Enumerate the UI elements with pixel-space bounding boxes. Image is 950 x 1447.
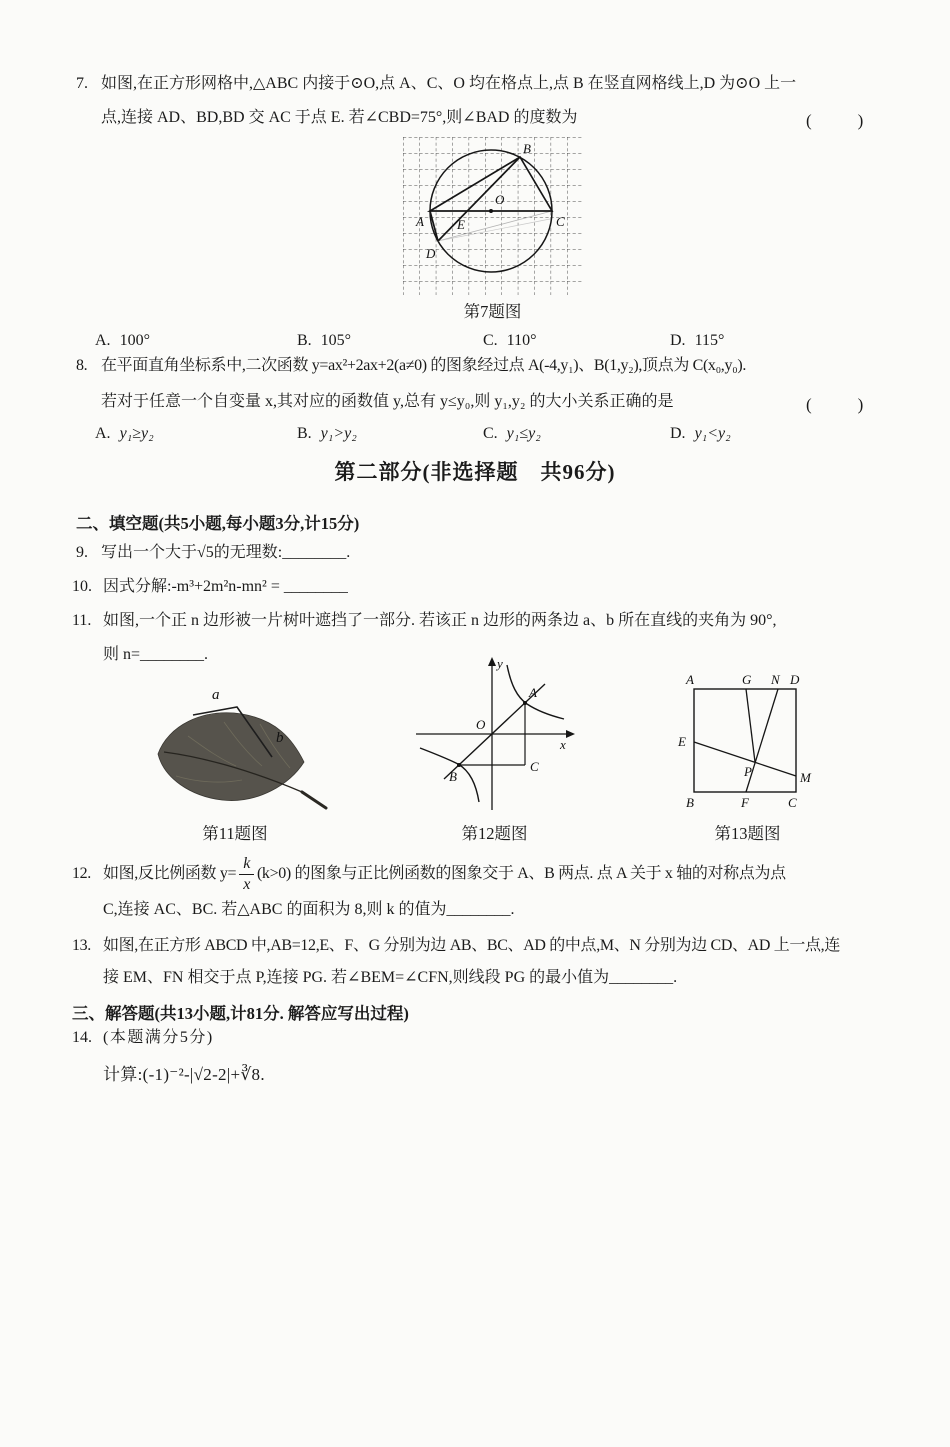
fig7-label-a: A: [416, 214, 424, 229]
x-axis-arrow: [566, 730, 575, 738]
figure-q12-graph: [412, 652, 577, 816]
leaf-body: [158, 713, 304, 801]
q8-option-d-label: D.: [670, 425, 686, 442]
question-13-number: 13.: [72, 937, 91, 954]
question-11-number: 11.: [72, 612, 92, 629]
question-12-text-post: (k>0) 的图象与正比例函数的图象交于 A、B 两点. 点 A 关于 x 轴的对称点为点: [256, 865, 786, 883]
q8-option-c-value: y₁≤y₂: [506, 425, 541, 442]
question-12-number: 12.: [72, 865, 91, 883]
fig11-label-b: b: [276, 730, 284, 746]
fig12-label-c: C: [530, 759, 539, 774]
point-a-dot: [523, 701, 527, 705]
fig11-label-a: a: [212, 687, 220, 703]
question-8-answer-bracket: ( ): [806, 395, 868, 414]
fig7-label-e: E: [457, 217, 465, 232]
fig12-caption: 第12题图: [461, 824, 528, 843]
q7-option-a-value: 100°: [119, 332, 150, 349]
q7-option-b: [297, 331, 351, 351]
fig7-caption: 第7题图: [463, 302, 522, 321]
q8-option-c: [483, 424, 541, 444]
question-9: [76, 543, 350, 563]
question-14-number: 14.: [72, 1029, 92, 1046]
q7-option-d: [670, 331, 724, 351]
figure-q13-square: [674, 664, 819, 814]
fig13-label-c: C: [788, 795, 797, 810]
q8-option-d-value: y₁<y₂: [694, 425, 731, 442]
fig12-label-y: y: [497, 656, 503, 671]
question-11-line-2: 则 n=________.: [103, 646, 209, 663]
center-dot-o: [489, 209, 493, 213]
fig11-caption: 第11题图: [202, 824, 268, 843]
question-7-answer-bracket: ( ): [806, 111, 868, 130]
question-10-text: 因式分解:-m³+2m²n-mn² = ________: [103, 578, 348, 595]
q7-option-b-label: B.: [297, 332, 312, 349]
fig13-label-n: N: [771, 672, 780, 687]
question-12-line-2: C,连接 AC、BC. 若△ABC 的面积为 8,则 k 的值为________.: [103, 901, 515, 918]
fig12-label-a: A: [529, 685, 537, 700]
fig7-label-o: O: [495, 192, 505, 207]
fraction-numerator: k: [239, 856, 254, 875]
fig12-label-o: O: [476, 717, 486, 732]
q8-option-d: [670, 424, 731, 444]
question-14-formula: 计算:(-1)⁻²-|√2-2|+∛8.: [103, 1065, 265, 1084]
question-14-header: [72, 1028, 214, 1048]
question-7-text-1: 如图,在正方形网格中,△ABC 内接于⊙O,点 A、C、O 均在格点上,点 B 在竖直网格线上,D 为⊙O 上一: [101, 75, 797, 92]
section3-title: 三、解答题(共13小题,计81分. 解答应写出过程): [72, 1004, 409, 1023]
fig13-label-g: G: [742, 672, 752, 687]
q7-option-c-value: 110°: [506, 332, 537, 349]
fig13-label-p: P: [744, 764, 752, 779]
q8-options-row: [0, 424, 950, 448]
question-8-text-1: 在平面直角坐标系中,二次函数 y=ax²+2ax+2(a≠0) 的图象经过点 A(-4,y₁)、B(1,y₂),顶点为 C(x₀,y₀).: [101, 357, 746, 374]
fig7-label-c: C: [556, 214, 565, 229]
q7-option-a-label: A.: [95, 332, 111, 349]
q8-option-b-label: B.: [297, 425, 312, 442]
question-9-number: 9.: [76, 544, 88, 561]
point-b-dot: [457, 763, 461, 767]
question-12-line-1: [72, 856, 786, 893]
figure-q11-leaf: [140, 666, 390, 816]
question-7-line-1: [76, 74, 796, 94]
fig12-label-b: B: [449, 769, 457, 784]
q7-option-b-value: 105°: [320, 332, 352, 349]
q8-option-c-label: C.: [483, 425, 498, 442]
question-7-line-2: 点,连接 AD、BD,BD 交 AC 于点 E. 若∠CBD=75°,则∠BAD 的度数为: [101, 109, 578, 126]
fraction-k-over-x: [239, 856, 254, 893]
q7-options-row: [0, 331, 950, 353]
section2-title: 二、填空题(共5小题,每小题3分,计15分): [76, 514, 360, 533]
q7-option-c-label: C.: [483, 332, 498, 349]
question-9-text: 写出一个大于√5的无理数:________.: [101, 544, 351, 561]
question-13-line-1: [72, 936, 840, 956]
fig7-label-d: D: [426, 246, 436, 261]
question-12-text-pre: 如图,反比例函数 y=: [103, 865, 237, 883]
fig12-label-x: x: [560, 737, 566, 752]
question-10: [72, 577, 348, 597]
fraction-denominator: x: [243, 876, 250, 893]
question-8-line-1: [76, 356, 746, 376]
fig13-label-d: D: [790, 672, 800, 687]
leaf-stem: [302, 792, 326, 808]
q7-option-a: [95, 331, 150, 351]
y-axis-arrow: [488, 657, 496, 666]
question-14-note: (本题满分5分): [103, 1029, 214, 1046]
figure-q7-grid-circle: [400, 136, 585, 296]
fig13-label-m: M: [800, 770, 811, 785]
q8-option-b: [297, 424, 357, 444]
q8-option-a-value: y₁≥y₂: [119, 425, 154, 442]
question-13-line-2: 接 EM、FN 相交于点 P,连接 PG. 若∠BEM=∠CFN,则线段 PG 的最小值为________.: [103, 969, 678, 986]
question-10-number: 10.: [72, 578, 92, 595]
fig13-label-a: A: [686, 672, 694, 687]
q8-option-b-value: y₁>y₂: [320, 425, 357, 442]
question-8-line-2: 若对于任意一个自变量 x,其对应的函数值 y,总有 y≤y₀,则 y₁,y₂ 的大小关系正确的是: [101, 393, 674, 410]
q7-option-c: [483, 331, 536, 351]
fig13-label-e: E: [678, 734, 686, 749]
fig7-label-b: B: [523, 141, 531, 156]
q8-option-a-label: A.: [95, 425, 111, 442]
question-8-number: 8.: [76, 357, 88, 374]
question-13-text-1: 如图,在正方形 ABCD 中,AB=12,E、F、G 分别为边 AB、BC、AD 的中点,M、N 分别为边 CD、AD 上一点,连: [103, 937, 840, 954]
q7-option-d-label: D.: [670, 332, 686, 349]
question-7-number: 7.: [76, 75, 88, 92]
fig13-label-b: B: [686, 795, 694, 810]
part2-heading: 第二部分(非选择题 共96分): [334, 460, 616, 484]
question-11-text-1: 如图,一个正 n 边形被一片树叶遮挡了一部分. 若该正 n 边形的两条边 a、b 所在直线的夹角为 90°,: [103, 612, 777, 629]
segment-gp: [746, 689, 755, 762]
fig13-label-f: F: [741, 795, 749, 810]
q8-option-a: [95, 424, 154, 444]
q7-option-d-value: 115°: [694, 332, 725, 349]
fig13-caption: 第13题图: [714, 824, 781, 843]
question-11-line-1: [72, 611, 777, 631]
